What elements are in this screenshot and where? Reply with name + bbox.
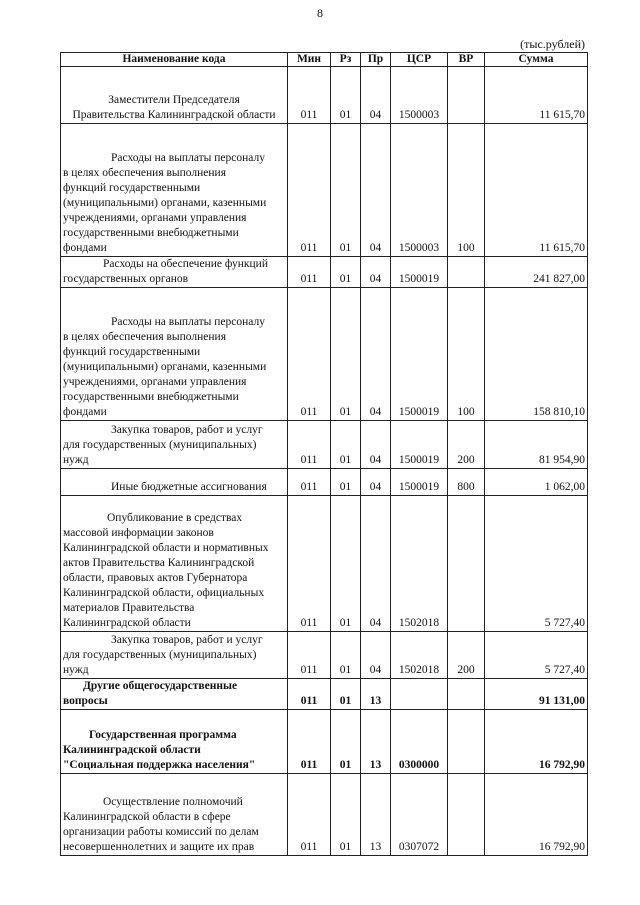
table-row — [61, 288, 588, 421]
row-pr: 13 — [361, 679, 391, 710]
header-row — [61, 53, 588, 67]
row-min: 011 — [288, 632, 331, 679]
row-sum: 16 792,90 — [485, 774, 588, 856]
row-vr: 200 — [448, 421, 485, 469]
row-name: Закупка товаров, работ и услуг для государственных (муниципальных) нужд — [63, 424, 263, 466]
row-csr: 1500019 — [391, 421, 448, 469]
row-vr: 200 — [448, 632, 485, 679]
row-csr: 1500019 — [391, 288, 448, 421]
row-pr: 04 — [361, 632, 391, 679]
row-vr: 800 — [448, 469, 485, 496]
table-row — [61, 124, 588, 257]
row-rz: 01 — [331, 679, 361, 710]
row-pr: 13 — [361, 710, 391, 774]
row-sum: 16 792,90 — [485, 710, 588, 774]
row-csr: 0307072 — [391, 774, 448, 856]
row-vr: 100 — [448, 124, 485, 257]
row-rz: 01 — [331, 469, 361, 496]
row-csr: 1500019 — [391, 257, 448, 288]
row-pr: 04 — [361, 257, 391, 288]
row-pr: 04 — [361, 67, 391, 124]
table-row — [61, 774, 588, 856]
row-name: Осуществление полномочий Калининградской области в сфере организации работы комиссий по делам несовершеннолетних и защите их прав — [63, 796, 259, 853]
row-pr: 04 — [361, 288, 391, 421]
table-row — [61, 496, 588, 632]
row-min: 011 — [288, 679, 331, 710]
units-label: (тыс.рублей) — [520, 37, 585, 51]
row-min: 011 — [288, 469, 331, 496]
row-vr — [448, 774, 485, 856]
row-rz: 01 — [331, 124, 361, 257]
row-name: Заместители Председателя Правительства Калининградской области — [72, 94, 276, 121]
row-csr: 1502018 — [391, 632, 448, 679]
row-pr: 04 — [361, 469, 391, 496]
row-name: Расходы на выплаты персоналу в целях обеспечения выполнения функций государственными (муниципальными) органами, казенными учреждениями, органами управления государственными внебюджетными фондами — [63, 152, 267, 254]
table-row — [61, 469, 588, 496]
row-rz: 01 — [331, 421, 361, 469]
row-name: Другие общегосударственные вопросы — [63, 680, 238, 707]
row-csr: 1500003 — [391, 124, 448, 257]
row-min: 011 — [288, 774, 331, 856]
row-name: Расходы на обеспечение функций государственных органов — [63, 258, 268, 285]
row-min: 011 — [288, 288, 331, 421]
row-vr — [448, 257, 485, 288]
row-vr — [448, 67, 485, 124]
row-sum: 5 727,40 — [485, 632, 588, 679]
row-pr: 13 — [361, 774, 391, 856]
table-row — [61, 679, 588, 710]
row-sum: 158 810,10 — [485, 288, 588, 421]
row-rz: 01 — [331, 288, 361, 421]
table-row — [61, 710, 588, 774]
row-rz: 01 — [331, 632, 361, 679]
table-row — [61, 421, 588, 469]
row-min: 011 — [288, 710, 331, 774]
header-min: Мин — [288, 53, 331, 67]
header-pr: Пр — [361, 53, 391, 67]
row-name: Опубликование в средствах массовой информации законов Калининградской области и нормативных актов Правительства Калининградской области, правовых актов Губернатора Калининградской области, официальных материалов Правительства Калининградской области — [63, 512, 269, 629]
row-sum: 81 954,90 — [485, 421, 588, 469]
row-pr: 04 — [361, 496, 391, 632]
row-name: Государственная программа Калининградской области "Социальная поддержка населения" — [63, 729, 256, 771]
row-sum: 1 062,00 — [485, 469, 588, 496]
header-name: Наименование кода — [61, 53, 288, 67]
table-row — [61, 257, 588, 288]
row-min: 011 — [288, 496, 331, 632]
row-vr — [448, 710, 485, 774]
row-min: 011 — [288, 124, 331, 257]
row-csr: 1502018 — [391, 496, 448, 632]
row-name: Закупка товаров, работ и услуг для государственных (муниципальных) нужд — [63, 634, 263, 676]
table-row — [61, 67, 588, 124]
row-name: Расходы на выплаты персоналу в целях обеспечения выполнения функций государственными (муниципальными) органами, казенными учреждениями, органами управления государственными внебюджетными фондами — [63, 316, 267, 418]
row-sum: 5 727,40 — [485, 496, 588, 632]
header-rz: Рз — [331, 53, 361, 67]
row-sum: 11 615,70 — [485, 124, 588, 257]
row-sum: 11 615,70 — [485, 67, 588, 124]
row-rz: 01 — [331, 710, 361, 774]
row-pr: 04 — [361, 124, 391, 257]
row-name: Иные бюджетные ассигнования — [111, 481, 267, 493]
row-vr: 100 — [448, 288, 485, 421]
row-vr — [448, 679, 485, 710]
row-rz: 01 — [331, 496, 361, 632]
row-csr: 0300000 — [391, 710, 448, 774]
table-row — [61, 632, 588, 679]
row-sum: 91 131,00 — [485, 679, 588, 710]
row-min: 011 — [288, 257, 331, 288]
row-rz: 01 — [331, 67, 361, 124]
row-min: 011 — [288, 421, 331, 469]
row-rz: 01 — [331, 257, 361, 288]
row-pr: 04 — [361, 421, 391, 469]
row-sum: 241 827,00 — [485, 257, 588, 288]
budget-table — [60, 52, 588, 856]
row-csr — [391, 679, 448, 710]
header-sum: Сумма — [485, 53, 588, 67]
row-rz: 01 — [331, 774, 361, 856]
page-number: 8 — [317, 6, 323, 20]
row-csr: 1500003 — [391, 67, 448, 124]
row-vr — [448, 496, 485, 632]
row-csr: 1500019 — [391, 469, 448, 496]
header-vr: ВР — [448, 53, 485, 67]
header-csr: ЦСР — [391, 53, 448, 67]
row-min: 011 — [288, 67, 331, 124]
